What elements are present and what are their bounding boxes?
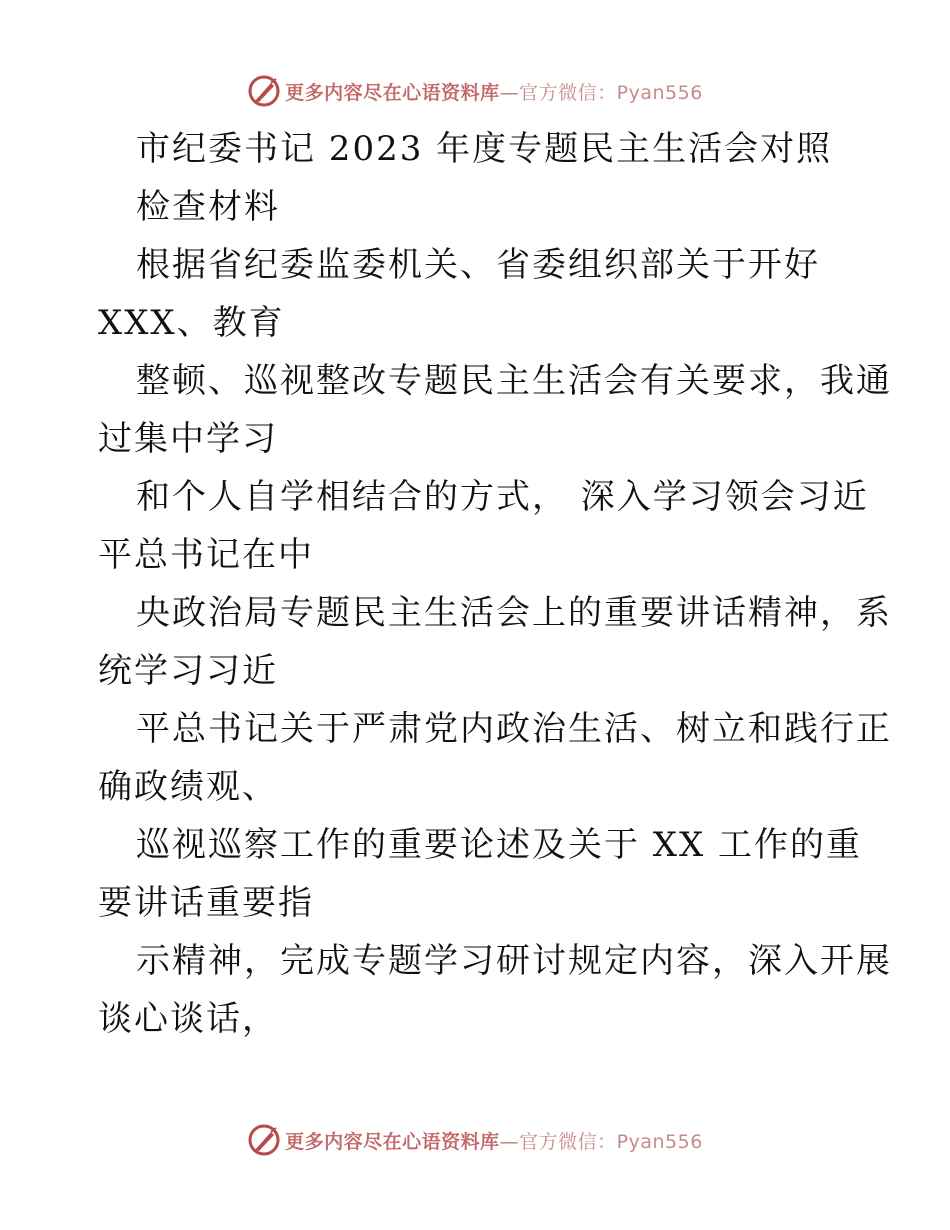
paragraph-line: 平总书记关于严肃党内政治生活、树立和践行正 — [136, 709, 892, 749]
document-body — [98, 120, 892, 1048]
paragraph-line: 谈心谈话， — [98, 999, 278, 1039]
paragraph-line: 统学习习近 — [98, 651, 278, 691]
watermark-separator: — — [499, 1130, 520, 1153]
paragraph-line: 根据省纪委监委机关、省委组织部关于开好 — [136, 245, 820, 285]
header-watermark — [0, 71, 950, 111]
paragraph-line: 整顿、巡视整改专题民主生活会有关要求，我通 — [136, 361, 892, 401]
watermark-brand: 更多内容尽在心语资料库 — [285, 1130, 500, 1153]
title-line-1: 市纪委书记 2023 年度专题民主生活会对照 — [136, 129, 833, 169]
paragraph-line: 巡视巡察工作的重要论述及关于 XX 工作的重 — [136, 825, 863, 865]
title-line-2: 检查材料 — [136, 187, 280, 227]
quill-logo-icon — [247, 74, 281, 108]
watermark-contact: 官方微信：Pyan556 — [519, 81, 703, 104]
paragraph-line: 确政绩观、 — [98, 767, 278, 807]
paragraph-line: 要讲话重要指 — [98, 883, 314, 923]
footer-watermark — [0, 1120, 950, 1160]
watermark-brand: 更多内容尽在心语资料库 — [285, 81, 500, 104]
paragraph-line: 和个人自学相结合的方式， 深入学习领会习近 — [136, 477, 869, 517]
paragraph-line: XXX、教育 — [98, 303, 285, 343]
paragraph-line: 示精神，完成专题学习研讨规定内容，深入开展 — [136, 941, 892, 981]
watermark-contact: 官方微信：Pyan556 — [519, 1130, 703, 1153]
paragraph-line: 过集中学习 — [98, 419, 278, 459]
watermark-separator: — — [499, 81, 520, 104]
paragraph-line: 平总书记在中 — [98, 535, 314, 575]
paragraph-line: 央政治局专题民主生活会上的重要讲话精神，系 — [136, 593, 892, 633]
quill-logo-icon — [247, 1123, 281, 1157]
